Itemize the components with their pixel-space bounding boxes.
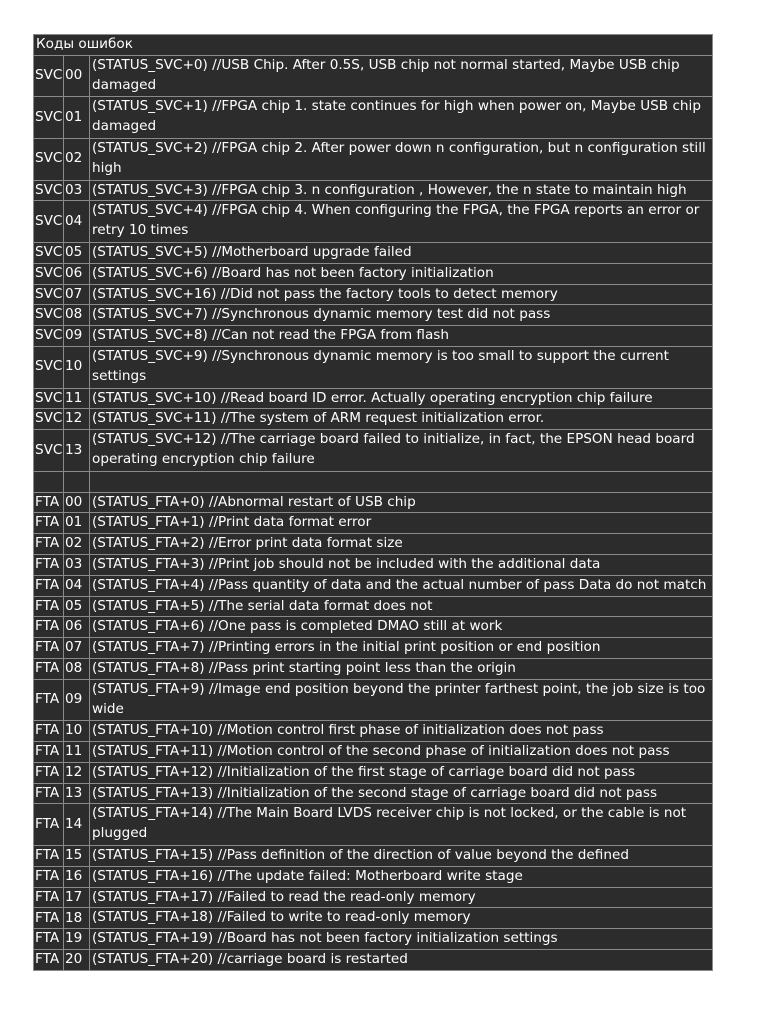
code-prefix-cell: FTA — [34, 908, 64, 928]
code-number-cell: 11 — [64, 389, 90, 409]
code-prefix-cell: FTA — [34, 888, 64, 908]
table-row — [34, 430, 713, 472]
table-row — [34, 680, 713, 722]
code-prefix-cell: SVC — [34, 201, 64, 242]
code-number-cell: 13 — [64, 430, 90, 471]
code-prefix-cell: SVC — [34, 285, 64, 305]
table-row — [34, 409, 713, 430]
code-number-cell: 00 — [64, 493, 90, 513]
code-number-cell: 04 — [64, 201, 90, 242]
table-row — [34, 888, 713, 909]
code-prefix-cell: FTA — [34, 534, 64, 554]
table-row — [34, 97, 713, 139]
code-description-cell: (STATUS_FTA+14) //The Main Board LVDS receiver chip is not locked, or the cable is not plugged — [90, 804, 713, 845]
code-description-cell: (STATUS_SVC+4) //FPGA chip 4. When configuring the FPGA, the FPGA reports an error or retry 10 times — [90, 201, 713, 242]
code-description-cell: (STATUS_FTA+10) //Motion control first phase of initialization does not pass — [90, 721, 713, 741]
code-number-cell: 20 — [64, 950, 90, 970]
code-prefix-cell: FTA — [34, 950, 64, 970]
code-prefix-cell: FTA — [34, 742, 64, 762]
code-description-cell: (STATUS_SVC+3) //FPGA chip 3. n configuration , However, the n state to maintain high — [90, 181, 713, 201]
table-row — [34, 534, 713, 555]
table-row — [34, 867, 713, 888]
table-row — [34, 181, 713, 202]
table-row — [34, 56, 713, 98]
code-description-cell: (STATUS_SVC+1) //FPGA chip 1. state continues for high when power on, Maybe USB chip damaged — [90, 97, 713, 138]
table-row — [34, 576, 713, 597]
table-row — [34, 493, 713, 514]
table-row — [34, 305, 713, 326]
code-number-cell: 00 — [64, 56, 90, 97]
code-prefix-cell: FTA — [34, 721, 64, 741]
code-number-cell: 17 — [64, 888, 90, 908]
code-prefix-cell: FTA — [34, 804, 64, 845]
code-description-cell: (STATUS_SVC+10) //Read board ID error. Actually operating encryption chip failure — [90, 389, 713, 409]
code-description-cell: (STATUS_SVC+7) //Synchronous dynamic memory test did not pass — [90, 305, 713, 325]
table-row — [34, 139, 713, 181]
code-description-cell: (STATUS_SVC+12) //The carriage board failed to initialize, in fact, the EPSON head board operating encryption chip failure — [90, 430, 713, 471]
table-row — [34, 285, 713, 306]
code-description-cell: (STATUS_SVC+16) //Did not pass the factory tools to detect memory — [90, 285, 713, 305]
code-number-cell: 07 — [64, 638, 90, 658]
code-prefix-cell: FTA — [34, 617, 64, 637]
code-prefix-cell: FTA — [34, 784, 64, 804]
code-number-cell: 03 — [64, 555, 90, 575]
code-number-cell: 04 — [64, 576, 90, 596]
code-description-cell: (STATUS_FTA+11) //Motion control of the second phase of initialization does not pass — [90, 742, 713, 762]
blank-desc-cell — [90, 472, 713, 492]
code-prefix-cell: SVC — [34, 305, 64, 325]
code-number-cell: 05 — [64, 597, 90, 617]
code-number-cell: 12 — [64, 763, 90, 783]
table-row — [34, 804, 713, 846]
code-number-cell: 15 — [64, 846, 90, 866]
code-description-cell: (STATUS_FTA+4) //Pass quantity of data and the actual number of pass Data do not match — [90, 576, 713, 596]
code-number-cell: 08 — [64, 659, 90, 679]
code-prefix-cell: SVC — [34, 243, 64, 263]
fta-section — [34, 493, 713, 971]
code-description-cell: (STATUS_SVC+9) //Synchronous dynamic memory is too small to support the current settings — [90, 347, 713, 388]
table-row — [34, 243, 713, 264]
code-prefix-cell: FTA — [34, 513, 64, 533]
code-prefix-cell: FTA — [34, 763, 64, 783]
code-number-cell: 06 — [64, 617, 90, 637]
code-prefix-cell: FTA — [34, 576, 64, 596]
code-number-cell: 05 — [64, 243, 90, 263]
code-description-cell: (STATUS_FTA+7) //Printing errors in the initial print position or end position — [90, 638, 713, 658]
table-row — [34, 201, 713, 243]
code-number-cell: 10 — [64, 721, 90, 741]
code-number-cell: 06 — [64, 264, 90, 284]
code-description-cell: (STATUS_FTA+19) //Board has not been factory initialization settings — [90, 929, 713, 949]
code-number-cell: 11 — [64, 742, 90, 762]
table-row — [34, 929, 713, 950]
code-description-cell: (STATUS_SVC+5) //Motherboard upgrade failed — [90, 243, 713, 263]
code-number-cell: 03 — [64, 181, 90, 201]
code-prefix-cell: SVC — [34, 326, 64, 346]
code-prefix-cell: SVC — [34, 181, 64, 201]
table-row — [34, 264, 713, 285]
code-prefix-cell: SVC — [34, 430, 64, 471]
code-number-cell: 07 — [64, 285, 90, 305]
table-row — [34, 742, 713, 763]
code-prefix-cell: SVC — [34, 139, 64, 180]
code-prefix-cell: FTA — [34, 846, 64, 866]
code-prefix-cell: SVC — [34, 264, 64, 284]
table-row — [34, 617, 713, 638]
code-number-cell: 12 — [64, 409, 90, 429]
code-prefix-cell: FTA — [34, 638, 64, 658]
code-prefix-cell: FTA — [34, 659, 64, 679]
blank-separator-row — [34, 472, 713, 493]
table-row — [34, 659, 713, 680]
table-row — [34, 721, 713, 742]
code-description-cell: (STATUS_FTA+20) //carriage board is restarted — [90, 950, 713, 970]
code-number-cell: 02 — [64, 534, 90, 554]
table-row — [34, 763, 713, 784]
code-description-cell: (STATUS_SVC+8) //Can not read the FPGA from flash — [90, 326, 713, 346]
table-row — [34, 555, 713, 576]
code-number-cell: 08 — [64, 305, 90, 325]
code-description-cell: (STATUS_FTA+2) //Error print data format size — [90, 534, 713, 554]
svc-section — [34, 56, 713, 472]
code-number-cell: 16 — [64, 867, 90, 887]
table-row — [34, 513, 713, 534]
table-row — [34, 950, 713, 971]
code-prefix-cell: SVC — [34, 347, 64, 388]
code-number-cell: 09 — [64, 326, 90, 346]
table-header-row — [34, 35, 713, 56]
code-description-cell: (STATUS_FTA+0) //Abnormal restart of USB chip — [90, 493, 713, 513]
code-prefix-cell: FTA — [34, 680, 64, 721]
code-number-cell: 19 — [64, 929, 90, 949]
code-prefix-cell: FTA — [34, 929, 64, 949]
table-row — [34, 846, 713, 867]
error-codes-table — [33, 34, 713, 971]
code-prefix-cell: FTA — [34, 597, 64, 617]
code-description-cell: (STATUS_FTA+17) //Failed to read the read-only memory — [90, 888, 713, 908]
code-description-cell: (STATUS_FTA+6) //One pass is completed DMAO still at work — [90, 617, 713, 637]
code-prefix-cell: SVC — [34, 389, 64, 409]
table-row — [34, 638, 713, 659]
code-number-cell: 02 — [64, 139, 90, 180]
code-description-cell: (STATUS_SVC+6) //Board has not been factory initialization — [90, 264, 713, 284]
code-number-cell: 13 — [64, 784, 90, 804]
code-number-cell: 01 — [64, 513, 90, 533]
code-number-cell: 10 — [64, 347, 90, 388]
code-description-cell: (STATUS_SVC+0) //USB Chip. After 0.5S, USB chip not normal started, Maybe USB chip damaged — [90, 56, 713, 97]
code-description-cell: (STATUS_SVC+11) //The system of ARM request initialization error. — [90, 409, 713, 429]
code-description-cell: (STATUS_FTA+12) //Initialization of the first stage of carriage board did not pass — [90, 763, 713, 783]
code-description-cell: (STATUS_FTA+1) //Print data format error — [90, 513, 713, 533]
code-description-cell: (STATUS_FTA+8) //Pass print starting point less than the origin — [90, 659, 713, 679]
code-description-cell: (STATUS_FTA+5) //The serial data format does not — [90, 597, 713, 617]
code-prefix-cell: FTA — [34, 867, 64, 887]
code-description-cell: (STATUS_FTA+15) //Pass definition of the direction of value beyond the defined — [90, 846, 713, 866]
code-prefix-cell: FTA — [34, 493, 64, 513]
code-number-cell: 18 — [64, 908, 90, 928]
table-title: Коды ошибок — [34, 35, 713, 55]
code-number-cell: 01 — [64, 97, 90, 138]
table-row — [34, 389, 713, 410]
code-description-cell: (STATUS_FTA+13) //Initialization of the second stage of carriage board did not pass — [90, 784, 713, 804]
code-number-cell: 09 — [64, 680, 90, 721]
code-description-cell: (STATUS_FTA+16) //The update failed: Motherboard write stage — [90, 867, 713, 887]
code-number-cell: 14 — [64, 804, 90, 845]
table-row — [34, 597, 713, 618]
code-prefix-cell: SVC — [34, 97, 64, 138]
code-description-cell: (STATUS_FTA+9) //Image end position beyond the printer farthest point, the job size is too wide — [90, 680, 713, 721]
blank-prefix-cell — [34, 472, 64, 492]
code-description-cell: (STATUS_FTA+3) //Print job should not be included with the additional data — [90, 555, 713, 575]
code-description-cell: (STATUS_FTA+18) //Failed to write to read-only memory — [90, 908, 713, 928]
table-row — [34, 326, 713, 347]
code-prefix-cell: SVC — [34, 409, 64, 429]
table-row — [34, 784, 713, 805]
code-description-cell: (STATUS_SVC+2) //FPGA chip 2. After power down n configuration, but n configuration still high — [90, 139, 713, 180]
code-prefix-cell: FTA — [34, 555, 64, 575]
blank-num-cell — [64, 472, 90, 492]
table-row — [34, 908, 713, 929]
table-row — [34, 347, 713, 389]
code-prefix-cell: SVC — [34, 56, 64, 97]
